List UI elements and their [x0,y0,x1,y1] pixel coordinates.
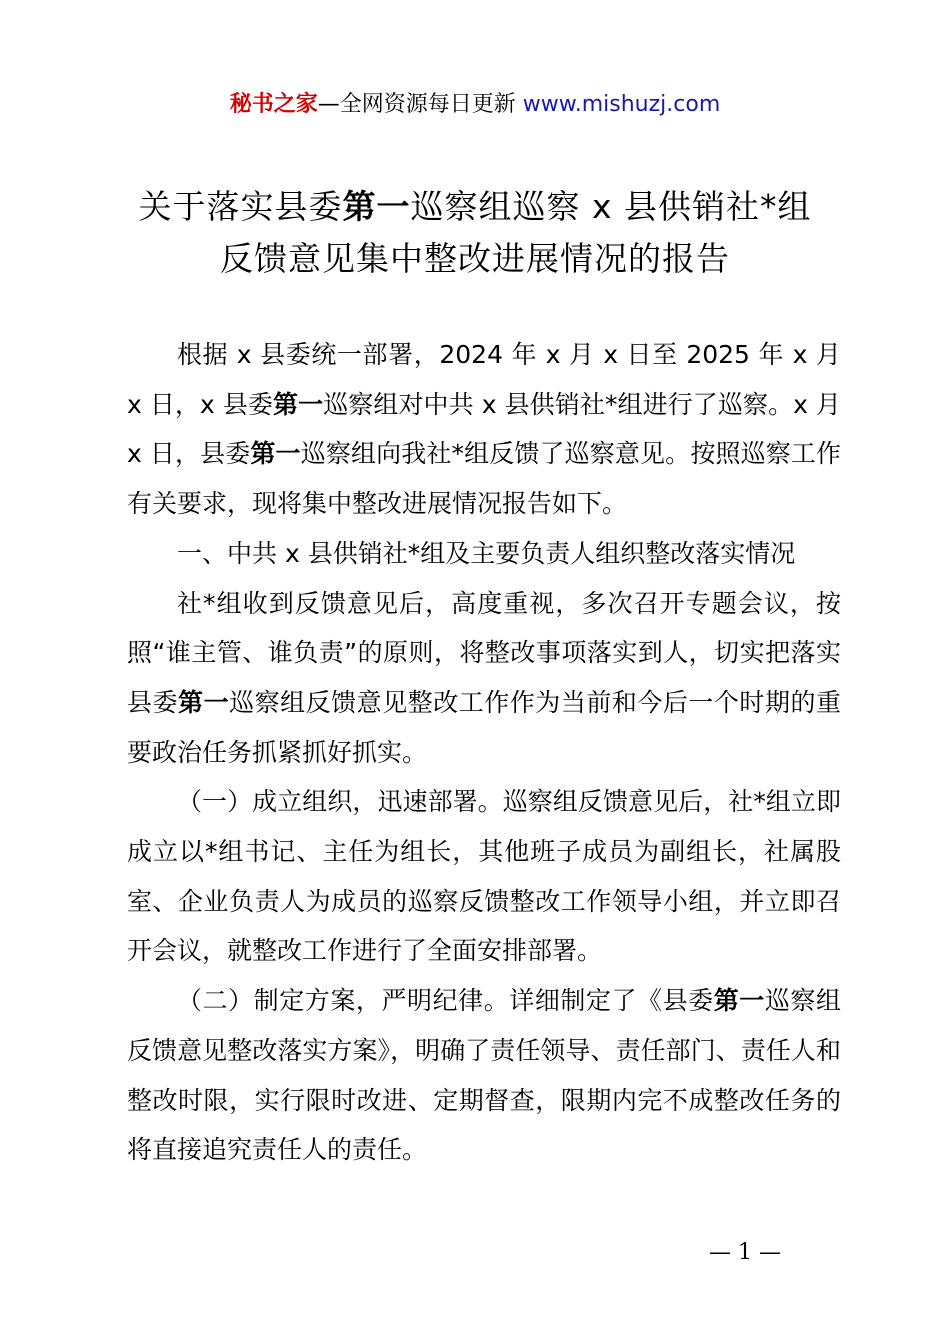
document-title [0,181,950,285]
banner-url-link[interactable]: www.mishuzj.com [522,92,721,117]
title-emphasis: 第一 [342,187,411,226]
banner-brand: 秘书之家 [229,92,318,117]
paragraph-item-2: （二）制定方案，严明纪律。详细制定了《县委第一巡察组反馈意见整改落实方案》，明确了责任领导、责任部门、责任人和整改时限，实行限时改进、定期督查，限期内完不成整改任务的将直接追究责任人的责任。 [127,986,841,1165]
title-line-2: 反馈意见集中整改进展情况的报告 [220,239,730,278]
document-body [127,330,841,1175]
section-heading-1: 一、中共 x 县供销社*组及主要负责人组织整改落实情况 [177,538,796,568]
site-banner [0,89,950,121]
title-line-1: 关于落实县委第一巡察组巡察 x 县供销社*组 [138,187,812,226]
paragraph-section-1: 社*组收到反馈意见后，高度重视，多次召开专题会议，按照“谁主管、谁负责”的原则，将整改事项落实到人，切实把落实县委第一巡察组反馈意见整改工作作为当前和今后一个时期的重要政治任务抓紧抓好抓实。 [127,588,841,767]
banner-slogan: —全网资源每日更新 [317,92,523,117]
page-number: — 1 — [709,1240,781,1265]
paragraph-intro: 根据 x 县委统一部署，2024 年 x 月 x 日至 2025 年 x 月 x 日，x 县委第一巡察组对中共 x 县供销社*组进行了巡察。x 月 x 日，县委第一巡察组向我社*组反馈了巡察意见。按照巡察工作有关要求，现将集中整改进展情况报告如下。 [127,340,841,519]
paragraph-item-1: （一）成立组织，迅速部署。巡察组反馈意见后，社*组立即成立以*组书记、主任为组长，其他班子成员为副组长，社属股室、企业负责人为成员的巡察反馈整改工作领导小组，并立即召开会议，就整改工作进行了全面安排部署。 [127,787,841,966]
